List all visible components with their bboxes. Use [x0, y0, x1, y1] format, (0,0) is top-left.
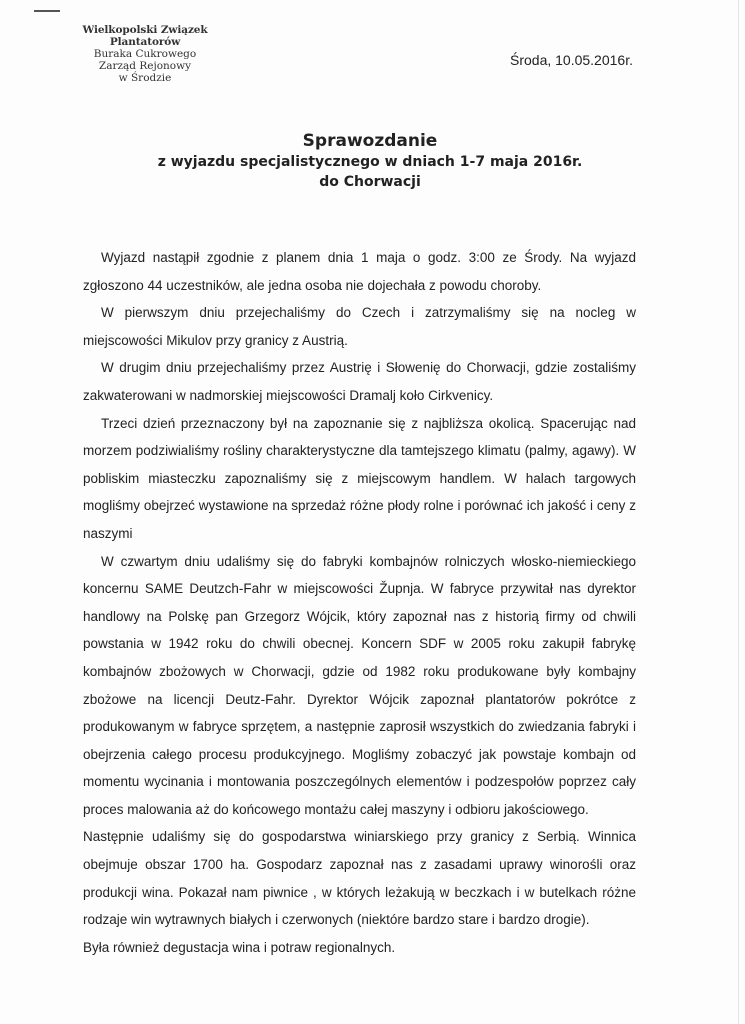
- organization-stamp: [60, 24, 230, 84]
- document-title: [100, 130, 640, 192]
- paragraph-departure: Wyjazd nastąpił zgodnie z planem dnia 1 maja o godz. 3:00 ze Środy. Na wyjazd zgłoszono 44 uczestników, ale jedna osoba nie dojechała z powodu choroby.: [83, 250, 636, 293]
- paragraph-tasting: Była również degustacja wina i potraw regionalnych.: [83, 939, 396, 955]
- paragraph-winery: Następnie udaliśmy się do gospodarstwa winiarskiego przy granicy z Serbią. Winnica obejmuje obszar 1700 ha. Gospodarz zapoznał nas z zasadami uprawy winorośli oraz produkcji wina. Pokazał nam piwnice , w których leżakują w beczkach i w butelkach różne rodzaje win wytrawnych białych i czerwonych (niektóre bardzo stare i bardzo drogie).: [83, 829, 636, 928]
- paragraph-day-2: W drugim dniu przejechaliśmy przez Austrię i Słowenię do Chorwacji, gdzie zostaliśmy zakwaterowani w nadmorskiej miejscowości Dramalj koło Cirkvenicy.: [83, 360, 636, 403]
- page-edge: [738, 0, 739, 1024]
- title-main: Sprawozdanie: [302, 131, 438, 151]
- paragraph-day-1: W pierwszym dniu przejechaliśmy do Czech i zatrzymaliśmy się na nocleg w miejscowości Mikulov przy granicy z Austrią.: [83, 305, 636, 348]
- stamp-line-3: Zarząd Rejonowy: [98, 60, 192, 72]
- paragraph-day-4: W czwartym dniu udaliśmy się do fabryki kombajnów rolniczych włosko-niemieckiego koncernu SAME Deutzch-Fahr w miejscowości Župnja. W fabryce przywitał nas dyrektor handlowy na Polskę pan Grzegorz Wójcik, który zapoznał nas z historią firmy od chwili powstania w 1942 roku do chwili obecnej. Koncern SDF w 2005 roku zakupił fabrykę kombajnów zbożowych w Chorwacji, gdzie od 1982 roku produkowane były kombajny zbożowe na licencji Deutz-Fahr. Dyrektor Wójcik zapoznał plantatorów pokrótce z produkowanym w fabryce sprzętem, a następnie zaprosił wszystkich do zwiedzania fabryki i obejrzenia całego procesu produkcyjnego. Mogliśmy zobaczyć jak powstaje kombajn od momentu wycinania i montowania poszczególnych elementów i podzespołów poprzez cały proces malowania aż do końcowego montażu całej maszyny i odbioru jakościowego.: [83, 553, 636, 817]
- document-date: Środa, 10.05.2016r.: [510, 52, 633, 68]
- report-body: [83, 244, 636, 961]
- stamp-line-1: Wielkopolski Związek Plantatorów: [82, 24, 208, 48]
- paragraph-day-3: Trzeci dzień przeznaczony był na zapoznanie się z najbliższa okolicą. Spacerując nad morzem podziwialiśmy rośliny charakterystyczne dla tamtejszego klimatu (palmy, agawy). W pobliskim miasteczku zapoznaliśmy się z miejscowym handlem. W halach targowych mogliśmy obejrzeć wystawione na sprzedaż różne płody rolne i porównać ich jakość i ceny z naszymi: [83, 415, 636, 541]
- title-subtitle: z wyjazdu specjalistycznego w dniach 1-7 maja 2016r.: [157, 154, 583, 170]
- stamp-line-4: w Środzie: [118, 72, 172, 84]
- scan-mark: [34, 10, 60, 12]
- stamp-line-2: Buraka Cukrowego: [93, 48, 197, 60]
- title-destination: do Chorwacji: [319, 174, 421, 190]
